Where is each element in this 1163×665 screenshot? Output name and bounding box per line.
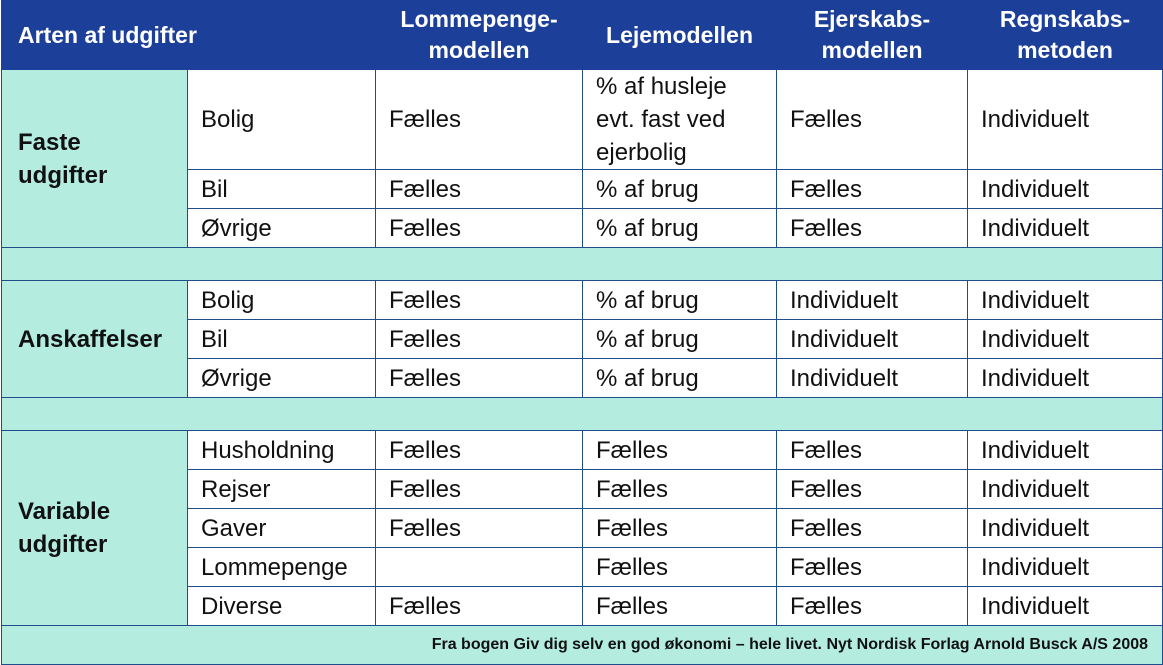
group-label-variable-expenses: Variable udgifter bbox=[2, 431, 188, 626]
header-ownership-model: Ejerskabs- modellen bbox=[777, 1, 968, 70]
item-cell: Øvrige bbox=[188, 359, 376, 398]
rent-cell: % af brug bbox=[583, 281, 777, 320]
pocket-cell: Fælles bbox=[376, 320, 583, 359]
header-pocket-money-model: Lommepenge- modellen bbox=[376, 1, 583, 70]
rent-cell: % af brug bbox=[583, 359, 777, 398]
rent-cell: % af brug bbox=[583, 320, 777, 359]
rent-cell: Fælles bbox=[583, 587, 777, 626]
accounting-cell: Individuelt bbox=[968, 320, 1163, 359]
owner-cell: Fælles bbox=[777, 470, 968, 509]
group-label-acquisitions: Anskaffelser bbox=[2, 281, 188, 398]
owner-cell: Individuelt bbox=[777, 320, 968, 359]
accounting-cell: Individuelt bbox=[968, 587, 1163, 626]
rent-cell: % af brug bbox=[583, 209, 777, 248]
owner-cell: Fælles bbox=[777, 209, 968, 248]
rent-cell: Fælles bbox=[583, 509, 777, 548]
group-spacer bbox=[2, 248, 1163, 281]
pocket-cell: Fælles bbox=[376, 509, 583, 548]
item-cell: Bolig bbox=[188, 70, 376, 170]
item-cell: Gaver bbox=[188, 509, 376, 548]
item-cell: Lommepenge bbox=[188, 548, 376, 587]
owner-cell: Fælles bbox=[777, 431, 968, 470]
accounting-cell: Individuelt bbox=[968, 470, 1163, 509]
pocket-cell: Fælles bbox=[376, 470, 583, 509]
owner-cell: Fælles bbox=[777, 70, 968, 170]
item-cell: Husholdning bbox=[188, 431, 376, 470]
header-expense-type: Arten af udgifter bbox=[2, 1, 376, 70]
item-cell: Bil bbox=[188, 320, 376, 359]
pocket-cell: Fælles bbox=[376, 281, 583, 320]
item-cell: Bil bbox=[188, 170, 376, 209]
owner-cell: Fælles bbox=[777, 170, 968, 209]
expense-models-table bbox=[1, 0, 1163, 665]
pocket-cell: Fælles bbox=[376, 431, 583, 470]
accounting-cell: Individuelt bbox=[968, 209, 1163, 248]
source-citation: Fra bogen Giv dig selv en god økonomi – hele livet. Nyt Nordisk Forlag Arnold Busck A/S 2008 bbox=[2, 626, 1163, 665]
pocket-cell: Fælles bbox=[376, 170, 583, 209]
accounting-cell: Individuelt bbox=[968, 509, 1163, 548]
item-cell: Bolig bbox=[188, 281, 376, 320]
group-label-fixed-expenses: Faste udgifter bbox=[2, 70, 188, 248]
table-row bbox=[2, 281, 1163, 320]
owner-cell: Individuelt bbox=[777, 359, 968, 398]
owner-cell: Individuelt bbox=[777, 281, 968, 320]
footer-row bbox=[2, 626, 1163, 665]
header-row bbox=[2, 1, 1163, 70]
owner-cell: Fælles bbox=[777, 509, 968, 548]
header-rent-model: Lejemodellen bbox=[583, 1, 777, 70]
rent-cell: Fælles bbox=[583, 548, 777, 587]
group-spacer bbox=[2, 398, 1163, 431]
rent-cell: Fælles bbox=[583, 431, 777, 470]
pocket-cell: Fælles bbox=[376, 359, 583, 398]
header-accounting-method: Regnskabs- metoden bbox=[968, 1, 1163, 70]
accounting-cell: Individuelt bbox=[968, 548, 1163, 587]
rent-cell: % af brug bbox=[583, 170, 777, 209]
pocket-cell: Fælles bbox=[376, 70, 583, 170]
accounting-cell: Individuelt bbox=[968, 170, 1163, 209]
rent-cell: % af husleje evt. fast ved ejerbolig bbox=[583, 70, 777, 170]
rent-cell: Fælles bbox=[583, 470, 777, 509]
item-cell: Øvrige bbox=[188, 209, 376, 248]
table-row bbox=[2, 431, 1163, 470]
item-cell: Diverse bbox=[188, 587, 376, 626]
owner-cell: Fælles bbox=[777, 548, 968, 587]
spacer-row bbox=[2, 398, 1163, 431]
pocket-cell: Fælles bbox=[376, 209, 583, 248]
accounting-cell: Individuelt bbox=[968, 431, 1163, 470]
owner-cell: Fælles bbox=[777, 587, 968, 626]
accounting-cell: Individuelt bbox=[968, 70, 1163, 170]
pocket-cell: Fælles bbox=[376, 587, 583, 626]
table-row bbox=[2, 70, 1163, 170]
item-cell: Rejser bbox=[188, 470, 376, 509]
pocket-cell bbox=[376, 548, 583, 587]
spacer-row bbox=[2, 248, 1163, 281]
accounting-cell: Individuelt bbox=[968, 359, 1163, 398]
accounting-cell: Individuelt bbox=[968, 281, 1163, 320]
